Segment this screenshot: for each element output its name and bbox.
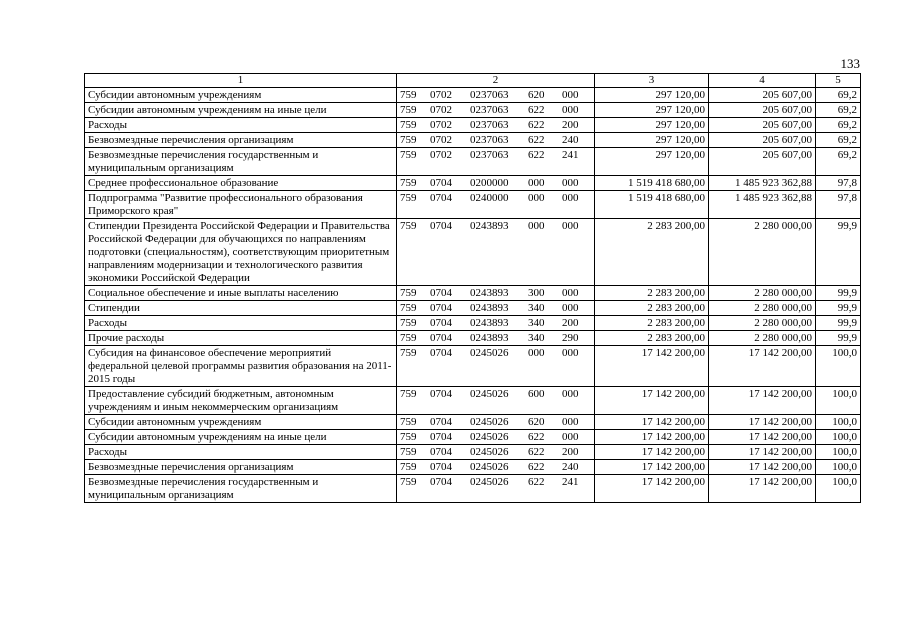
code-target: 0237063 — [470, 149, 509, 161]
row-percent: 69,2 — [816, 148, 861, 176]
code-section: 0704 — [430, 416, 452, 428]
code-admin: 759 — [400, 416, 417, 428]
code-kosgu: 000 — [562, 302, 579, 314]
table-row — [85, 460, 861, 475]
row-percent: 100,0 — [816, 415, 861, 430]
header-cell-2: 2 — [397, 74, 595, 88]
table-row — [85, 191, 861, 219]
row-percent: 99,9 — [816, 301, 861, 316]
row-name: Субсидия на финансовое обеспечение мероприятий федеральной целевой программы развития образования на 2011-2015 годы — [85, 346, 397, 387]
code-admin: 759 — [400, 192, 417, 204]
code-target: 0240000 — [470, 192, 509, 204]
code-section: 0704 — [430, 461, 452, 473]
code-kosgu: 000 — [562, 431, 579, 443]
code-kosgu: 000 — [562, 192, 579, 204]
table-row — [85, 118, 861, 133]
table-row — [85, 103, 861, 118]
row-fact-amount: 205 607,00 — [709, 148, 816, 176]
row-fact-amount: 205 607,00 — [709, 118, 816, 133]
row-percent: 97,8 — [816, 176, 861, 191]
row-code — [397, 88, 595, 103]
row-percent: 100,0 — [816, 346, 861, 387]
row-fact-amount: 2 280 000,00 — [709, 316, 816, 331]
code-target: 0243893 — [470, 287, 509, 299]
row-plan-amount: 297 120,00 — [595, 103, 709, 118]
row-plan-amount: 17 142 200,00 — [595, 445, 709, 460]
table-row — [85, 176, 861, 191]
header-cell-1: 1 — [85, 74, 397, 88]
row-name: Предоставление субсидий бюджетным, автономным учреждениям и иным некоммерческим организациям — [85, 387, 397, 415]
budget-table-body — [85, 74, 861, 503]
code-target: 0243893 — [470, 317, 509, 329]
header-row — [85, 74, 861, 88]
table-row — [85, 133, 861, 148]
code-section: 0704 — [430, 332, 452, 344]
row-plan-amount: 297 120,00 — [595, 88, 709, 103]
row-name: Расходы — [85, 118, 397, 133]
row-plan-amount: 2 283 200,00 — [595, 301, 709, 316]
code-admin: 759 — [400, 431, 417, 443]
code-admin: 759 — [400, 388, 417, 400]
code-section: 0702 — [430, 149, 452, 161]
row-plan-amount: 1 519 418 680,00 — [595, 176, 709, 191]
code-kosgu: 000 — [562, 177, 579, 189]
row-fact-amount: 2 280 000,00 — [709, 219, 816, 286]
code-admin: 759 — [400, 104, 417, 116]
code-section: 0704 — [430, 302, 452, 314]
row-plan-amount: 17 142 200,00 — [595, 460, 709, 475]
code-section: 0704 — [430, 476, 452, 488]
row-percent: 100,0 — [816, 445, 861, 460]
table-row — [85, 430, 861, 445]
row-fact-amount: 205 607,00 — [709, 103, 816, 118]
code-admin: 759 — [400, 287, 417, 299]
code-expense-type: 622 — [528, 476, 545, 488]
row-plan-amount: 17 142 200,00 — [595, 387, 709, 415]
row-name: Расходы — [85, 445, 397, 460]
code-expense-type: 622 — [528, 461, 545, 473]
table-row — [85, 148, 861, 176]
row-fact-amount: 17 142 200,00 — [709, 460, 816, 475]
row-fact-amount: 17 142 200,00 — [709, 346, 816, 387]
row-code — [397, 301, 595, 316]
code-expense-type: 000 — [528, 220, 545, 232]
code-kosgu: 200 — [562, 317, 579, 329]
row-code — [397, 445, 595, 460]
code-section: 0702 — [430, 134, 452, 146]
code-expense-type: 622 — [528, 104, 545, 116]
code-admin: 759 — [400, 89, 417, 101]
row-percent: 100,0 — [816, 460, 861, 475]
code-kosgu: 000 — [562, 89, 579, 101]
row-fact-amount: 17 142 200,00 — [709, 430, 816, 445]
code-expense-type: 000 — [528, 347, 545, 359]
table-row — [85, 346, 861, 387]
row-fact-amount: 1 485 923 362,88 — [709, 176, 816, 191]
code-expense-type: 620 — [528, 416, 545, 428]
row-name: Субсидии автономным учреждениям — [85, 88, 397, 103]
code-section: 0704 — [430, 317, 452, 329]
row-plan-amount: 17 142 200,00 — [595, 346, 709, 387]
code-kosgu: 200 — [562, 446, 579, 458]
row-fact-amount: 17 142 200,00 — [709, 445, 816, 460]
row-code — [397, 346, 595, 387]
row-name: Социальное обеспечение и иные выплаты населению — [85, 286, 397, 301]
code-kosgu: 240 — [562, 461, 579, 473]
budget-table — [84, 73, 861, 503]
table-row — [85, 316, 861, 331]
row-code — [397, 219, 595, 286]
row-code — [397, 331, 595, 346]
code-target: 0245026 — [470, 416, 509, 428]
code-expense-type: 622 — [528, 149, 545, 161]
table-row — [85, 387, 861, 415]
row-plan-amount: 17 142 200,00 — [595, 475, 709, 503]
row-plan-amount: 2 283 200,00 — [595, 331, 709, 346]
row-percent: 99,9 — [816, 219, 861, 286]
row-name: Стипендии Президента Российской Федерации и Правительства Российской Федерации для обучающихся по направлениям подготовки (специальностям), соответствующим приоритетным направлениям модернизации и технологического развития экономики Российской Федерации — [85, 219, 397, 286]
code-kosgu: 290 — [562, 332, 579, 344]
code-expense-type: 340 — [528, 302, 545, 314]
code-admin: 759 — [400, 220, 417, 232]
code-target: 0245026 — [470, 347, 509, 359]
row-percent: 99,9 — [816, 286, 861, 301]
code-kosgu: 000 — [562, 287, 579, 299]
row-name: Субсидии автономным учреждениям на иные цели — [85, 103, 397, 118]
code-expense-type: 000 — [528, 192, 545, 204]
code-expense-type: 622 — [528, 134, 545, 146]
code-expense-type: 622 — [528, 431, 545, 443]
row-plan-amount: 297 120,00 — [595, 118, 709, 133]
row-percent: 69,2 — [816, 133, 861, 148]
code-section: 0702 — [430, 104, 452, 116]
code-expense-type: 340 — [528, 317, 545, 329]
row-name: Безвозмездные перечисления организациям — [85, 133, 397, 148]
row-percent: 100,0 — [816, 475, 861, 503]
table-row — [85, 286, 861, 301]
row-code — [397, 316, 595, 331]
row-fact-amount: 2 280 000,00 — [709, 301, 816, 316]
code-kosgu: 240 — [562, 134, 579, 146]
code-admin: 759 — [400, 149, 417, 161]
code-target: 0237063 — [470, 134, 509, 146]
row-percent: 100,0 — [816, 430, 861, 445]
row-fact-amount: 1 485 923 362,88 — [709, 191, 816, 219]
row-plan-amount: 2 283 200,00 — [595, 219, 709, 286]
code-admin: 759 — [400, 177, 417, 189]
row-plan-amount: 17 142 200,00 — [595, 430, 709, 445]
code-target: 0243893 — [470, 302, 509, 314]
row-name: Безвозмездные перечисления государственным и муниципальным организациям — [85, 475, 397, 503]
code-target: 0245026 — [470, 461, 509, 473]
row-code — [397, 118, 595, 133]
row-code — [397, 430, 595, 445]
row-code — [397, 133, 595, 148]
code-kosgu: 000 — [562, 388, 579, 400]
code-target: 0243893 — [470, 332, 509, 344]
row-percent: 99,9 — [816, 316, 861, 331]
table-row — [85, 219, 861, 286]
row-name: Подпрограмма "Развитие профессионального образования Приморского края" — [85, 191, 397, 219]
code-section: 0704 — [430, 446, 452, 458]
code-section: 0704 — [430, 192, 452, 204]
row-percent: 69,2 — [816, 118, 861, 133]
row-code — [397, 103, 595, 118]
row-fact-amount: 2 280 000,00 — [709, 331, 816, 346]
code-admin: 759 — [400, 302, 417, 314]
code-kosgu: 000 — [562, 104, 579, 116]
code-section: 0704 — [430, 177, 452, 189]
row-code — [397, 475, 595, 503]
row-fact-amount: 17 142 200,00 — [709, 415, 816, 430]
row-name: Стипендии — [85, 301, 397, 316]
row-code — [397, 387, 595, 415]
row-name: Прочие расходы — [85, 331, 397, 346]
row-percent: 99,9 — [816, 331, 861, 346]
row-name: Субсидии автономным учреждениям — [85, 415, 397, 430]
header-cell-5: 5 — [816, 74, 861, 88]
code-section: 0702 — [430, 89, 452, 101]
code-kosgu: 200 — [562, 119, 579, 131]
code-target: 0243893 — [470, 220, 509, 232]
row-percent: 100,0 — [816, 387, 861, 415]
code-admin: 759 — [400, 332, 417, 344]
code-expense-type: 340 — [528, 332, 545, 344]
code-admin: 759 — [400, 461, 417, 473]
code-admin: 759 — [400, 119, 417, 131]
table-row — [85, 475, 861, 503]
code-kosgu: 241 — [562, 476, 579, 488]
row-code — [397, 191, 595, 219]
code-target: 0245026 — [470, 446, 509, 458]
code-section: 0704 — [430, 287, 452, 299]
code-target: 0245026 — [470, 388, 509, 400]
code-expense-type: 620 — [528, 89, 545, 101]
code-section: 0704 — [430, 431, 452, 443]
row-fact-amount: 205 607,00 — [709, 133, 816, 148]
page-number: 133 — [840, 56, 860, 71]
code-expense-type: 600 — [528, 388, 545, 400]
row-name: Расходы — [85, 316, 397, 331]
code-kosgu: 000 — [562, 220, 579, 232]
code-target: 0245026 — [470, 431, 509, 443]
table-row — [85, 301, 861, 316]
code-target: 0237063 — [470, 104, 509, 116]
code-expense-type: 622 — [528, 446, 545, 458]
row-code — [397, 415, 595, 430]
code-kosgu: 241 — [562, 149, 579, 161]
row-percent: 69,2 — [816, 88, 861, 103]
code-target: 0245026 — [470, 476, 509, 488]
row-fact-amount: 17 142 200,00 — [709, 475, 816, 503]
code-admin: 759 — [400, 476, 417, 488]
row-code — [397, 148, 595, 176]
code-section: 0704 — [430, 347, 452, 359]
row-plan-amount: 17 142 200,00 — [595, 415, 709, 430]
table-row — [85, 331, 861, 346]
row-name: Безвозмездные перечисления организациям — [85, 460, 397, 475]
row-plan-amount: 1 519 418 680,00 — [595, 191, 709, 219]
row-fact-amount: 2 280 000,00 — [709, 286, 816, 301]
code-kosgu: 000 — [562, 347, 579, 359]
code-admin: 759 — [400, 134, 417, 146]
row-code — [397, 460, 595, 475]
code-section: 0704 — [430, 388, 452, 400]
code-expense-type: 000 — [528, 177, 545, 189]
code-target: 0237063 — [470, 119, 509, 131]
row-code — [397, 286, 595, 301]
row-plan-amount: 297 120,00 — [595, 133, 709, 148]
row-name: Среднее профессиональное образование — [85, 176, 397, 191]
row-percent: 97,8 — [816, 191, 861, 219]
code-admin: 759 — [400, 317, 417, 329]
row-plan-amount: 297 120,00 — [595, 148, 709, 176]
row-plan-amount: 2 283 200,00 — [595, 286, 709, 301]
code-target: 0200000 — [470, 177, 509, 189]
row-percent: 69,2 — [816, 103, 861, 118]
code-section: 0704 — [430, 220, 452, 232]
code-expense-type: 622 — [528, 119, 545, 131]
row-fact-amount: 17 142 200,00 — [709, 387, 816, 415]
row-name: Безвозмездные перечисления государственным и муниципальным организациям — [85, 148, 397, 176]
header-cell-3: 3 — [595, 74, 709, 88]
row-fact-amount: 205 607,00 — [709, 88, 816, 103]
header-cell-4: 4 — [709, 74, 816, 88]
code-section: 0702 — [430, 119, 452, 131]
table-row — [85, 415, 861, 430]
code-expense-type: 300 — [528, 287, 545, 299]
row-code — [397, 176, 595, 191]
table-row — [85, 445, 861, 460]
code-target: 0237063 — [470, 89, 509, 101]
row-name: Субсидии автономным учреждениям на иные цели — [85, 430, 397, 445]
row-plan-amount: 2 283 200,00 — [595, 316, 709, 331]
code-admin: 759 — [400, 347, 417, 359]
code-kosgu: 000 — [562, 416, 579, 428]
code-admin: 759 — [400, 446, 417, 458]
table-row — [85, 88, 861, 103]
